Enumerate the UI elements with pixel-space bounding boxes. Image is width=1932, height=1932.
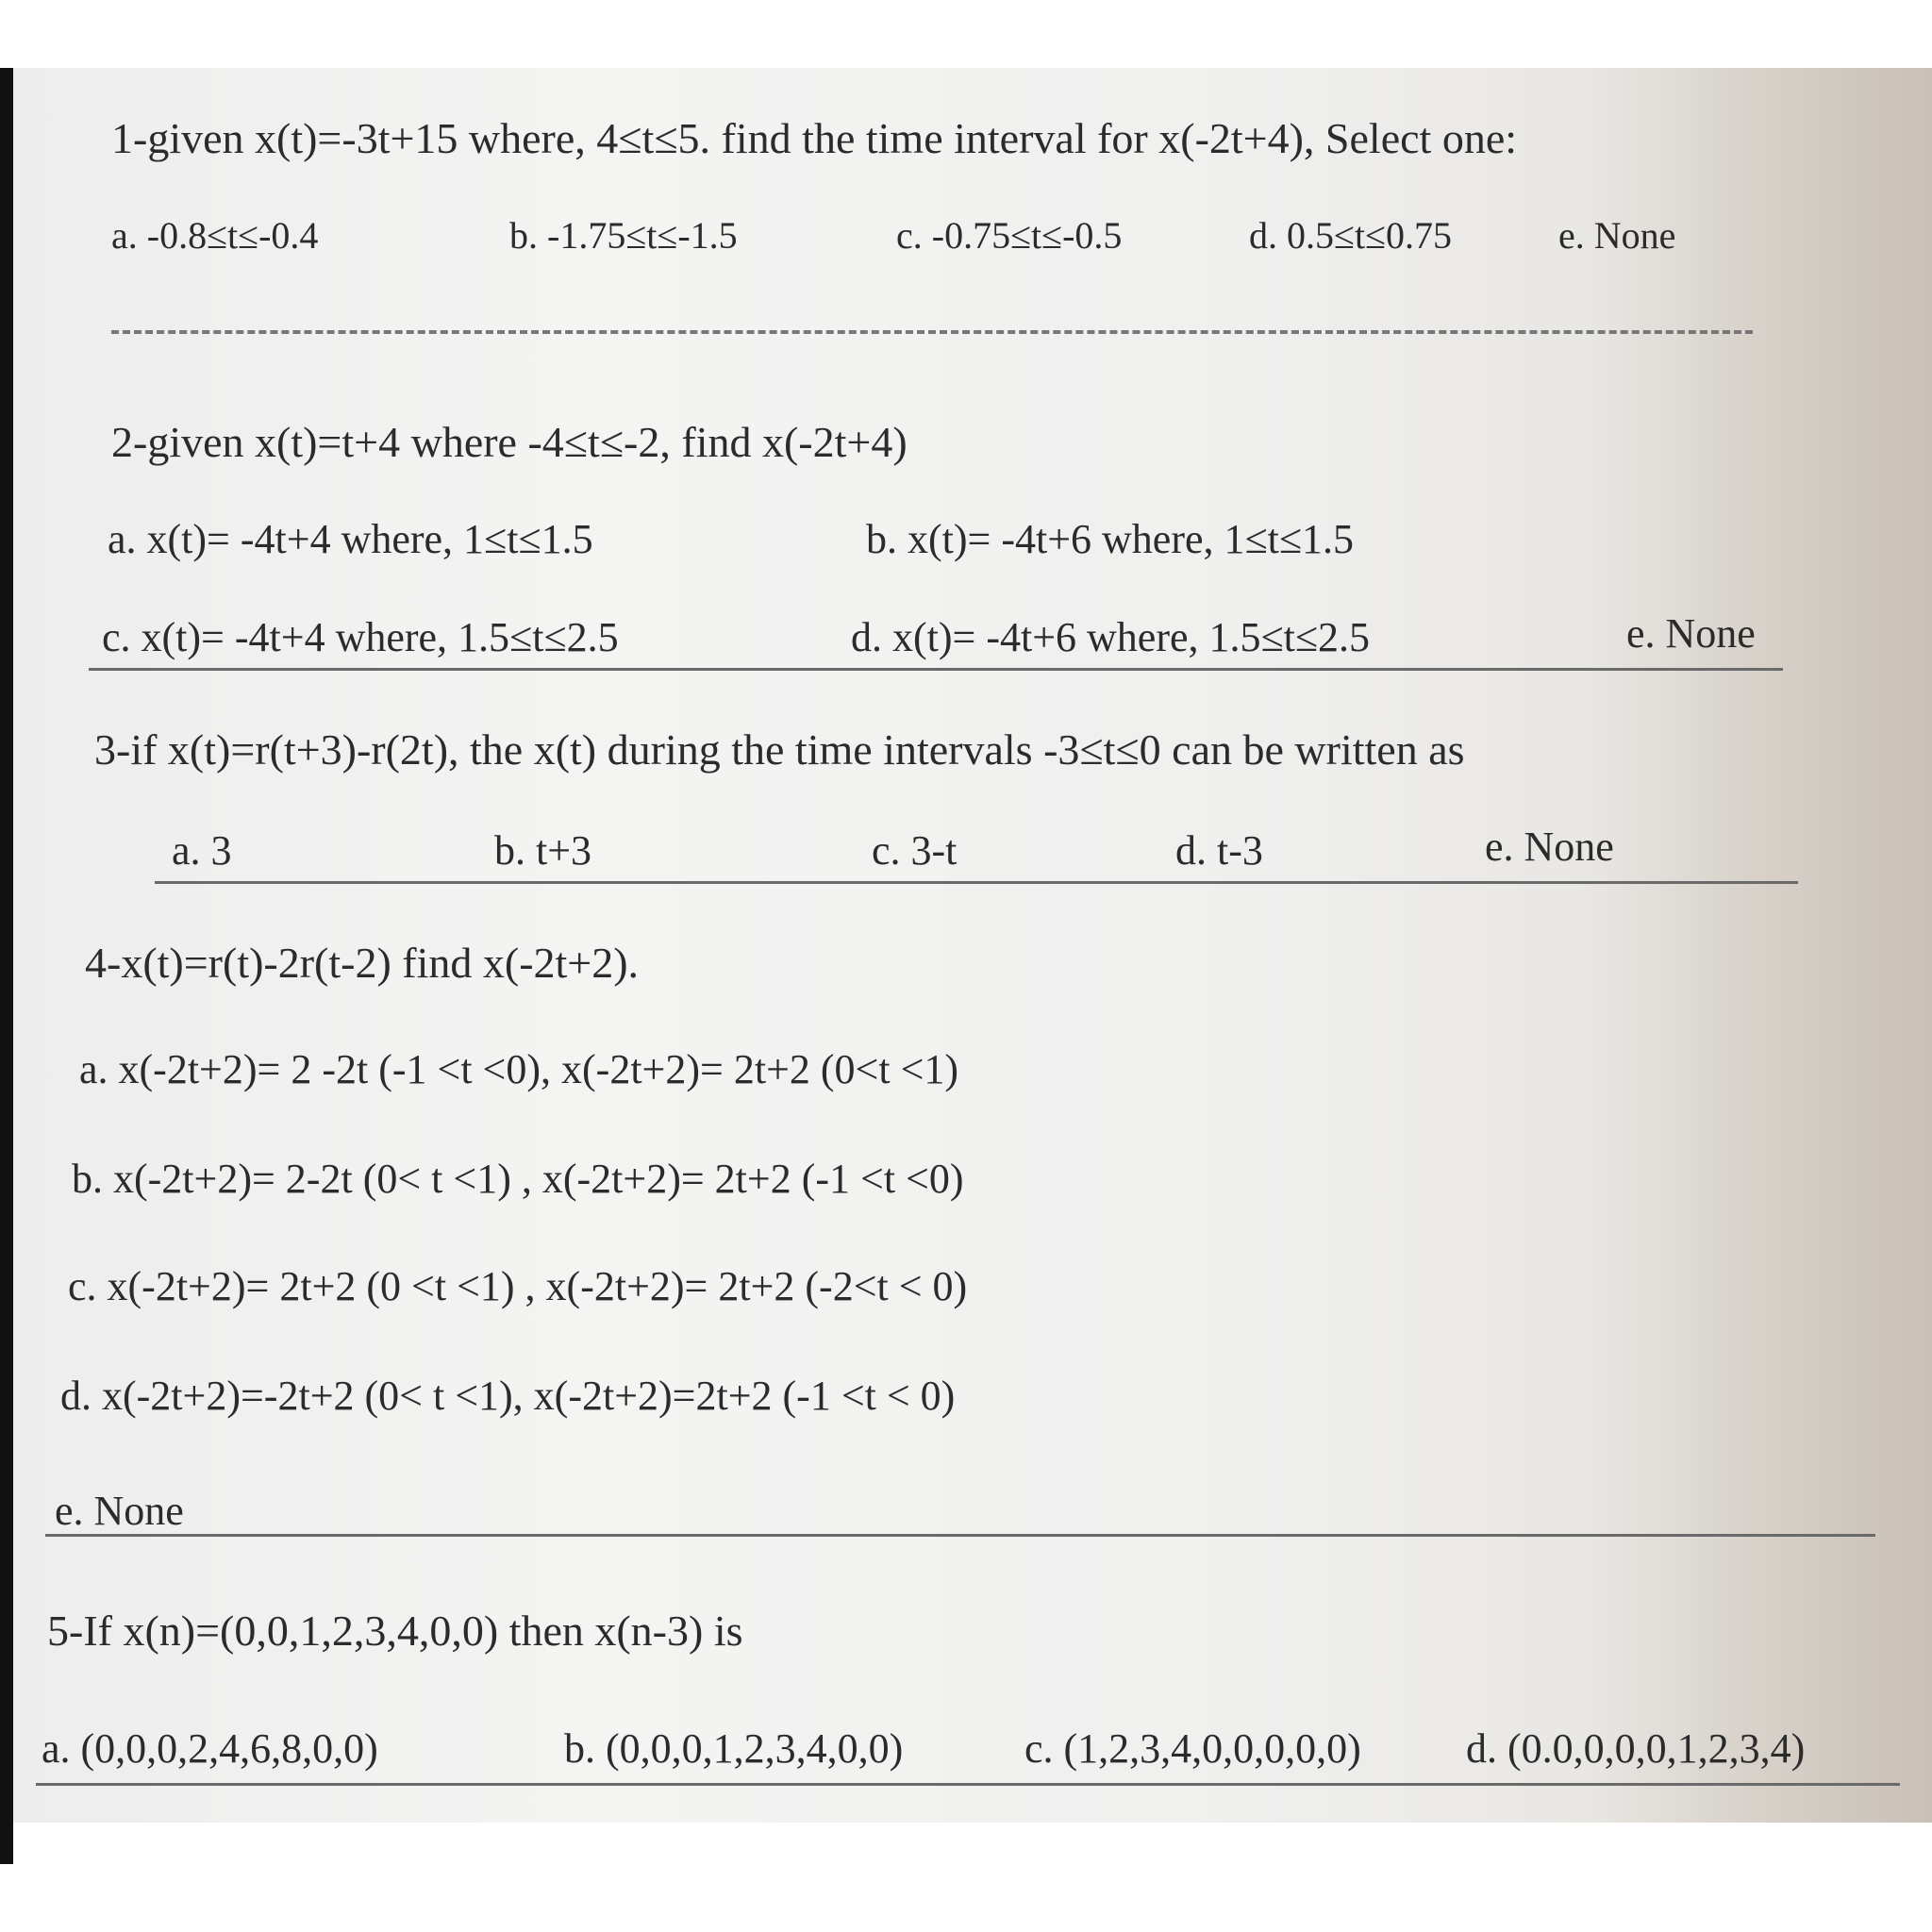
question-4-option-c[interactable]: c. x(-2t+2)= 2t+2 (0 <t <1) , x(-2t+2)= 2t+2 (-2<t < 0) <box>68 1263 968 1309</box>
left-border-bar <box>0 68 13 1864</box>
question-1-option-b[interactable]: b. -1.75≤t≤-1.5 <box>509 214 738 257</box>
question-4-option-e[interactable]: e. None <box>55 1488 184 1534</box>
question-5-option-a[interactable]: a. (0,0,0,2,4,6,8,0,0) <box>42 1725 378 1772</box>
question-3-option-c[interactable]: c. 3-t <box>872 827 958 874</box>
question-2-prompt: 2-given x(t)=t+4 where -4≤t≤-2, find x(-2t+4) <box>111 418 908 466</box>
dashed-divider <box>111 330 1753 334</box>
exam-sheet <box>13 68 1932 1823</box>
question-3-option-e[interactable]: e. None <box>1485 824 1614 870</box>
question-1-option-d[interactable]: d. 0.5≤t≤0.75 <box>1249 214 1453 257</box>
question-3-option-d[interactable]: d. t-3 <box>1175 827 1263 874</box>
question-4-option-d[interactable]: d. x(-2t+2)=-2t+2 (0< t <1), x(-2t+2)=2t+2 (-1 <t < 0) <box>60 1373 956 1419</box>
question-3-option-a[interactable]: a. 3 <box>172 827 232 874</box>
question-1-prompt: 1-given x(t)=-3t+15 where, 4≤t≤5. find the time interval for x(-2t+4), Select one: <box>111 114 1518 162</box>
question-5-option-d[interactable]: d. (0.0,0,0,0,1,2,3,4) <box>1466 1725 1806 1772</box>
question-5-option-b[interactable]: b. (0,0,0,1,2,3,4,0,0) <box>564 1725 904 1772</box>
question-1-option-e[interactable]: e. None <box>1558 214 1676 257</box>
question-1-option-a[interactable]: a. -0.8≤t≤-0.4 <box>111 214 319 257</box>
question-5-option-c[interactable]: c. (1,2,3,4,0,0,0,0,0) <box>1024 1725 1361 1772</box>
question-3-prompt: 3-if x(t)=r(t+3)-r(2t), the x(t) during the time intervals -3≤t≤0 can be written as <box>94 725 1465 774</box>
question-2-option-a[interactable]: a. x(t)= -4t+4 where, 1≤t≤1.5 <box>108 516 593 562</box>
question-2-option-d[interactable]: d. x(t)= -4t+6 where, 1.5≤t≤2.5 <box>851 614 1371 660</box>
question-4-option-b[interactable]: b. x(-2t+2)= 2-2t (0< t <1) , x(-2t+2)= 2t+2 (-1 <t <0) <box>72 1156 964 1202</box>
question-1-option-c[interactable]: c. -0.75≤t≤-0.5 <box>896 214 1123 257</box>
divider-rule <box>45 1534 1875 1537</box>
question-2-option-b[interactable]: b. x(t)= -4t+6 where, 1≤t≤1.5 <box>866 516 1355 562</box>
divider-rule <box>89 668 1783 671</box>
question-3-option-b[interactable]: b. t+3 <box>494 827 592 874</box>
question-5-prompt: 5-If x(n)=(0,0,1,2,3,4,0,0) then x(n-3) is <box>47 1607 743 1655</box>
question-2-option-e[interactable]: e. None <box>1626 610 1756 657</box>
divider-rule <box>36 1783 1900 1786</box>
question-2-option-c[interactable]: c. x(t)= -4t+4 where, 1.5≤t≤2.5 <box>102 614 619 660</box>
question-4-prompt: 4-x(t)=r(t)-2r(t-2) find x(-2t+2). <box>85 939 640 987</box>
divider-rule <box>155 881 1798 884</box>
question-4-option-a[interactable]: a. x(-2t+2)= 2 -2t (-1 <t <0), x(-2t+2)= 2t+2 (0<t <1) <box>79 1046 959 1092</box>
